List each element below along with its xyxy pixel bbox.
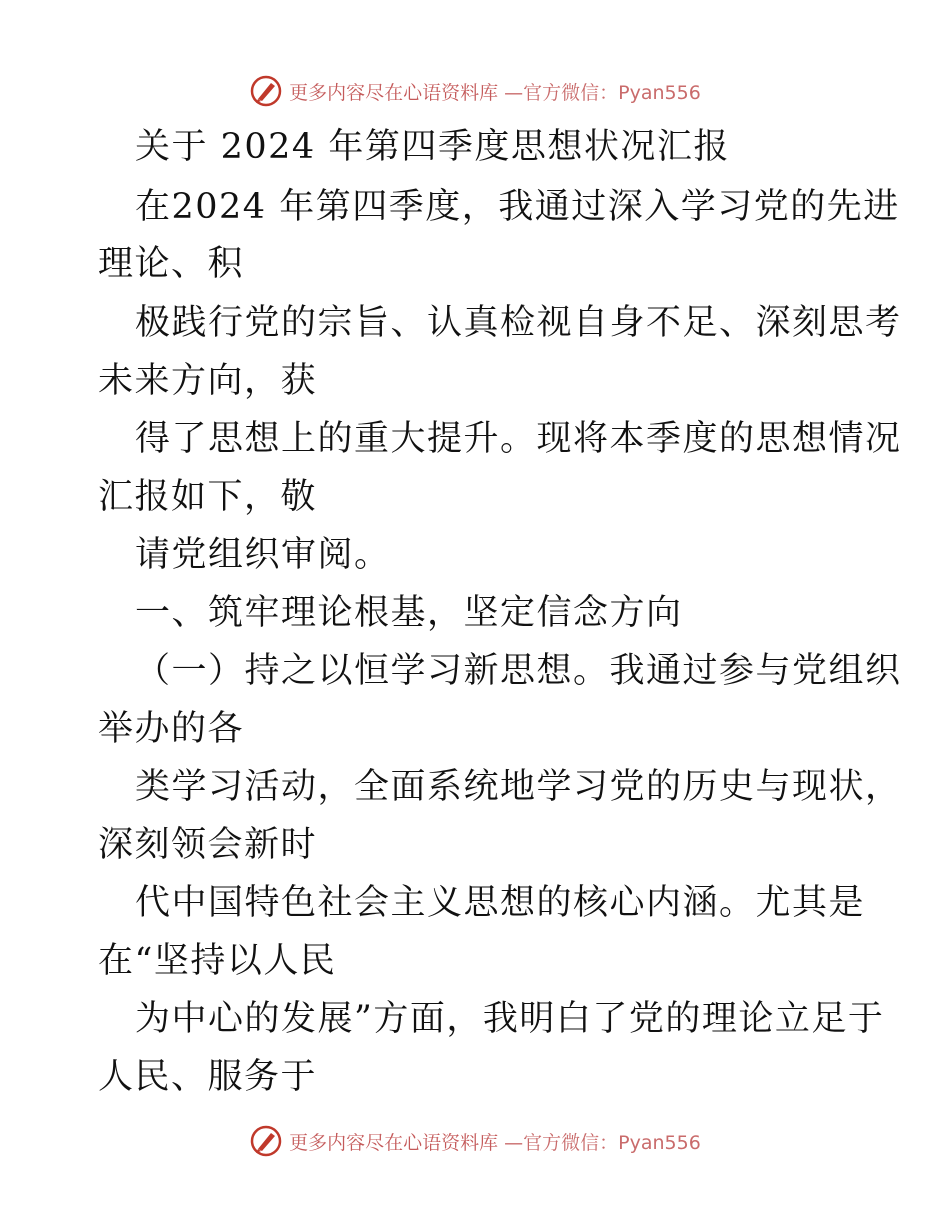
watermark-header	[0, 74, 950, 108]
subsection-heading: （一）持之以恒学习新思想。我通过参与党组织	[135, 651, 902, 691]
pen-logo-icon	[249, 1124, 283, 1158]
paragraph-line: 代中国特色社会主义思想的核心内涵。尤其是	[135, 883, 866, 923]
watermark-contact: —官方微信：Pyan556	[504, 1131, 701, 1154]
paragraph-line: 得了思想上的重大提升。现将本季度的思想情况	[135, 419, 902, 459]
document-title: 关于 2024 年第四季度思想状况汇报	[135, 127, 730, 167]
paragraph-line: 深刻领会新时	[98, 825, 318, 865]
pen-logo-icon	[249, 74, 283, 108]
paragraph-line: 在“坚持以人民	[98, 941, 337, 981]
watermark-footer	[0, 1124, 950, 1158]
paragraph-line: 汇报如下，敬	[98, 477, 318, 517]
watermark-contact: —官方微信：Pyan556	[504, 81, 701, 104]
paragraph-line: 为中心的发展”方面，我明白了党的理论立足于	[135, 999, 885, 1039]
paragraph-line: 人民、服务于	[98, 1057, 318, 1097]
watermark-text: 更多内容尽在心语资料库	[289, 1131, 499, 1154]
paragraph-line: 举办的各	[98, 709, 245, 749]
section-heading: 一、筑牢理论根基，坚定信念方向	[135, 593, 683, 633]
paragraph-line: 请党组织审阅。	[135, 535, 391, 575]
paragraph-line: 在2024 年第四季度，我通过深入学习党的先进	[135, 187, 900, 227]
paragraph-line: 未来方向，获	[98, 361, 318, 401]
paragraph-line: 类学习活动，全面系统地学习党的历史与现状，	[135, 767, 902, 807]
watermark-text: 更多内容尽在心语资料库	[289, 81, 499, 104]
paragraph-line: 极践行党的宗旨、认真检视自身不足、深刻思考	[135, 303, 902, 343]
paragraph-line: 理论、积	[98, 244, 245, 284]
